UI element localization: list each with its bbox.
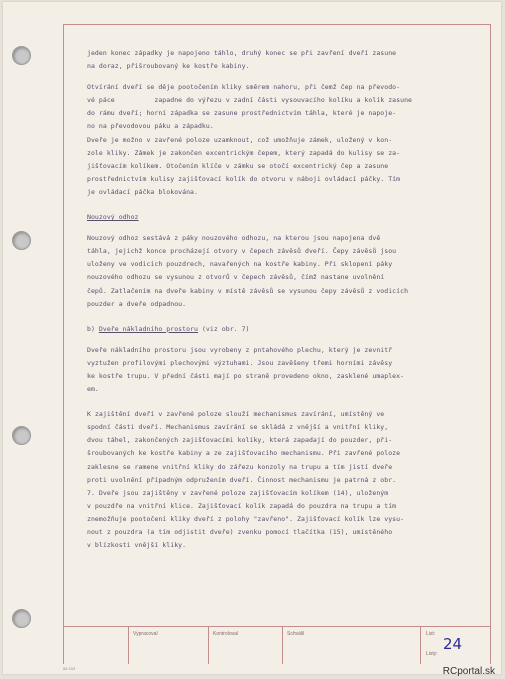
footer-cell-kontroloval	[208, 627, 239, 664]
heading-suffix: (viz obr. 7)	[197, 324, 250, 333]
footer-cell-schvalil	[282, 627, 305, 664]
text-line: táhla, jejichž konce procházejí otvory v čepech závěsů dveří. Čepy závěsů jsou	[87, 247, 397, 256]
watermark: RCportal.sk	[442, 666, 495, 677]
label-listy: Listy:	[426, 651, 438, 657]
section-heading-cargo-doors	[87, 323, 483, 336]
text-line: uloženy ve vodicích pouzdrech, navařených na kostře kabiny. Při sklopení páky	[87, 260, 393, 269]
document-page	[3, 2, 501, 674]
punch-hole-4	[12, 609, 31, 628]
text-line: ke kostře trupu. V přední části mají po straně provedeno okno, zasklené umaplex-	[87, 371, 405, 380]
text-line: nout z pouzdra (a tím odjistit dveře) zvenku pomocí tlačítka (15), umístěného	[87, 528, 393, 536]
page-number: 24	[443, 635, 463, 653]
footer-cell-list	[420, 627, 421, 664]
text-line: spodní části dveří. Mechanismus zavírání se skládá z vnější a vnitřní kliky,	[87, 423, 389, 432]
form-code: 66 153	[63, 666, 76, 671]
frame-border-top	[63, 24, 491, 25]
text-line: nouzového odhozu se vysunou z otvorů v čepech závěsů, čímž nastane uvolnění	[87, 273, 385, 282]
text-line: Otvírání dveří se děje pootočením kliky směrem nahoru, při čemž čep na převodo-	[87, 83, 401, 92]
text-line: Dveře nákladního prostoru jsou vyrobeny z pntahového plechu, který je zevnitř	[87, 345, 393, 354]
text-line: čepů. Zatlačením na dveře kabiny v místě závěsů se vysunou čepy závěsů z vodicích	[87, 286, 409, 295]
text-line: znemožňuje pootočení kliky dveří z polohy "zavřeno". Zajišťovací kolík lze vysu-	[87, 514, 405, 523]
text-line: jeden konec západky je napojeno táhlo, druhý konec se při zavření dveří zasune	[87, 49, 397, 57]
text-line: dvou táhel, zakončených zajišťovacími kolíky, která zapadají do pouzder, při-	[87, 436, 393, 445]
text-line: 7. Dveře jsou zajištěny v zavřené poloze zajišťovacím kolíkem (14), uloženým	[87, 488, 389, 497]
text-line: em.	[87, 385, 99, 394]
text-line: je ovládací páčka blokována.	[87, 187, 198, 196]
label-vypracoval: Vypracoval	[133, 631, 158, 637]
heading-title: Dveře nákladního prostoru	[98, 324, 198, 333]
section-heading-emergency-jettison: Nouzový odhoz	[87, 213, 139, 222]
punch-hole-1	[12, 46, 31, 65]
text-line: no na převodovou páku a západku.	[87, 122, 214, 131]
text-line: zaklesne se ramene vnitřní kliky do zářezu konzoly na trupu a tím jistí dveře	[87, 462, 393, 471]
text-line: K zajištění dveří v zavřené poloze slouží mechanismus zavírání, umístěný ve	[87, 410, 385, 419]
text-line: prostřednictvím kulisy zajišťovací kolík do otvoru v náboji ovládací páčky. Tím	[87, 174, 401, 183]
label-list: List:	[426, 631, 436, 637]
heading-prefix: b)	[87, 324, 99, 333]
text-line: na doraz, přišroubovaný ke kostře kabiny.	[87, 62, 250, 71]
text-line: proti uvolnění případným odpružením dveří. Činnost mechanismu je patrná z obr.	[87, 475, 397, 484]
label-kontroloval: Kontroloval	[213, 631, 239, 637]
text-line: pouzder a dveře odpadnou.	[87, 299, 187, 308]
text-line: v pouzdře na vnitřní klice. Zajišťovací kolík zapadá do pouzdra na trupu a tím	[87, 501, 397, 510]
text-line: Dveře je možno v zavřené poloze uzamknout, což umožňuje zámek, uložený v kon-	[87, 135, 393, 144]
text-line: zole kliky. Zámek je zakončen excentrickým čepem, který zapadá do kulisy se za-	[87, 148, 401, 157]
text-line: vé páce zapadne do výřezu v zadní části vysouvacího kolíku a kolík zasune	[87, 96, 412, 105]
frame-border-left	[63, 24, 64, 664]
frame-border-right	[490, 24, 491, 664]
text-line: šroubovaných ke kostře kabiny a ze zajišťovacího mechanismu. Při zavřené poloze	[87, 449, 401, 458]
body-text	[87, 47, 483, 552]
text-line: do rámu dveří; horní západka se zasune prostřednictvím táhla, které je napoje-	[87, 109, 397, 118]
punch-hole-2	[12, 231, 31, 250]
text-line: Nouzový odhoz sestává z páky nouzového odhozu, na kterou jsou napojena dvě	[87, 234, 381, 243]
punch-hole-3	[12, 426, 31, 445]
footer-cell-vypracoval	[128, 627, 158, 664]
text-line: v blízkosti vnější kliky.	[87, 541, 187, 550]
title-block	[64, 626, 490, 664]
label-schvalil: Schválil	[287, 631, 305, 637]
text-line: jišťovacím kolíkem. Otočením klíče v zámku se otočí excentrický čep a zasune	[87, 161, 389, 170]
text-line: vyztužen profilovými plechovými výztuhami. Jsou zavěšeny třemi horními závěsy	[87, 358, 393, 367]
